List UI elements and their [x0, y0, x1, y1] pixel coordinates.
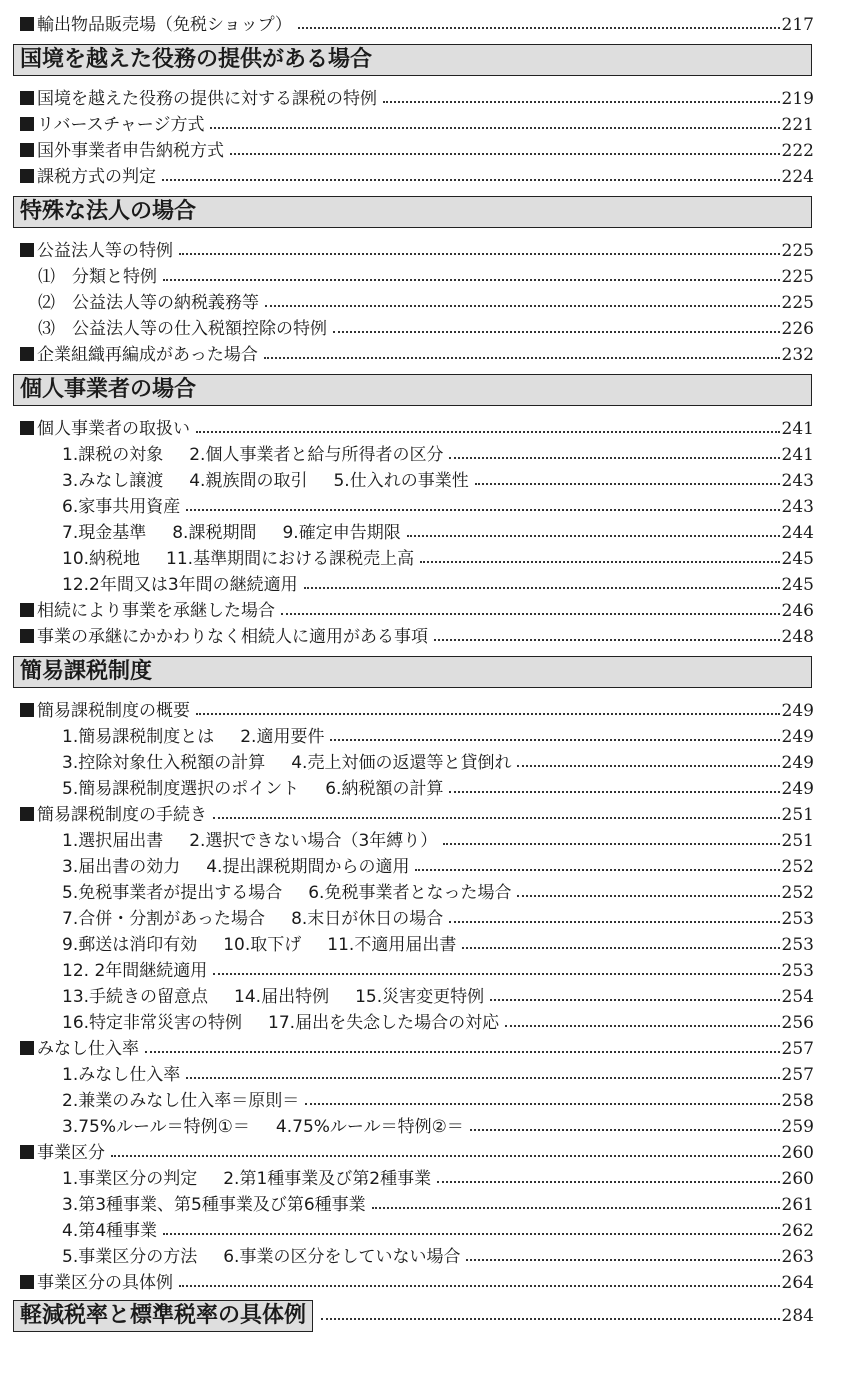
toc-entry-label [62, 442, 443, 468]
toc-entry-text: 相続により事業を承継した場合 [37, 601, 275, 621]
toc-entry-text: 2.適用要件 [240, 727, 325, 747]
toc-entry[interactable] [62, 572, 814, 598]
page-number: 221 [781, 115, 814, 135]
page-number: 251 [781, 805, 814, 825]
toc-entry-text: ⑴ 分類と特例 [38, 267, 157, 287]
dot-leader [407, 535, 780, 537]
toc-entry[interactable] [62, 828, 814, 854]
toc-entry[interactable] [20, 342, 814, 368]
toc-entry-text: 8.末日が休日の場合 [291, 909, 444, 929]
dot-leader [372, 1207, 780, 1209]
toc-entry-text: 17.届出を失念した場合の対応 [268, 1013, 500, 1033]
toc-entry[interactable] [62, 750, 814, 776]
toc-entry[interactable] [20, 1140, 814, 1166]
page-number: 252 [781, 883, 814, 903]
dot-leader [305, 1103, 779, 1105]
page-number: 253 [781, 935, 814, 955]
square-bullet-icon [20, 91, 34, 105]
dot-leader [517, 765, 779, 767]
toc-entry[interactable] [62, 854, 814, 880]
square-bullet-icon [20, 17, 34, 31]
dot-leader [475, 483, 780, 485]
toc-entry-text: 6.事業の区分をしていない場合 [223, 1247, 461, 1267]
toc-entry-label [20, 112, 204, 138]
toc-entry[interactable] [62, 1010, 814, 1036]
toc-entry-text: 課税方式の判定 [37, 167, 156, 187]
dot-leader [179, 253, 780, 255]
toc-entry-label [62, 1114, 464, 1140]
toc-entry-text: 2.第1種事業及び第2種事業 [223, 1169, 432, 1189]
toc-entry-text: 3.みなし譲渡 [62, 471, 164, 491]
toc-entry-text: 国境を越えた役務の提供に対する課税の特例 [37, 89, 377, 109]
square-bullet-icon [20, 143, 34, 157]
dot-leader [213, 973, 779, 975]
page-number: 249 [781, 727, 814, 747]
square-bullet-icon [20, 243, 34, 257]
page-number: 251 [781, 831, 814, 851]
toc-entry[interactable] [20, 802, 814, 828]
page-number: 248 [781, 627, 814, 647]
toc-entry-text: 1.みなし仕入率 [62, 1065, 181, 1085]
toc-entry[interactable] [62, 1192, 814, 1218]
page-number: 254 [781, 987, 814, 1007]
toc-entry-text: 12.2年間又は3年間の継続適用 [62, 575, 298, 595]
toc-entry-text: 4.親族間の取引 [189, 471, 308, 491]
toc-entry-text: 輸出物品販売場（免税ショップ） [37, 15, 292, 35]
toc-entry-label [20, 802, 207, 828]
dot-leader [443, 843, 779, 845]
toc-entry-text: 10.取下げ [223, 935, 302, 955]
toc-entry[interactable] [62, 932, 814, 958]
dot-leader [265, 305, 780, 307]
dot-leader [264, 357, 780, 359]
toc-entry-label [20, 1140, 105, 1166]
page-number: 217 [781, 15, 814, 35]
dot-leader [437, 1181, 779, 1183]
page-number: 257 [781, 1039, 814, 1059]
toc-entry-text: 簡易課税制度の概要 [37, 701, 190, 721]
dot-leader [330, 739, 779, 741]
square-bullet-icon [20, 169, 34, 183]
toc-entry-label [62, 520, 401, 546]
toc-entry-label [62, 572, 298, 598]
toc-entry-text: ⑵ 公益法人等の納税義務等 [38, 293, 259, 313]
page-number: 261 [781, 1195, 814, 1215]
toc-entry[interactable] [20, 698, 814, 724]
section-header: 特殊な法人の場合 [13, 196, 812, 228]
square-bullet-icon [20, 117, 34, 131]
toc-entry-label [62, 1062, 180, 1088]
toc-entry-text: 個人事業者の取扱い [37, 419, 190, 439]
section-header: 国境を越えた役務の提供がある場合 [13, 44, 812, 76]
toc-entry-text: 2.兼業のみなし仕入率＝原則＝ [62, 1091, 300, 1111]
dot-leader [163, 1233, 780, 1235]
section-header: 軽減税率と標準税率の具体例 [13, 1300, 313, 1332]
page-number: 243 [781, 497, 814, 517]
dot-leader [470, 1129, 780, 1131]
dot-leader [449, 791, 779, 793]
toc-entry-text: 事業区分 [37, 1143, 105, 1163]
dot-leader [466, 1259, 779, 1261]
toc-entry-label [38, 316, 327, 342]
page-number: 249 [781, 753, 814, 773]
toc-entry[interactable] [20, 138, 814, 164]
dot-leader [210, 127, 779, 129]
toc-entry-text: 16.特定非常災害の特例 [62, 1013, 243, 1033]
toc-entry[interactable] [62, 1088, 814, 1114]
toc-entry-text: 15.災害変更特例 [355, 987, 485, 1007]
toc-entry-label [20, 238, 173, 264]
dot-leader [449, 457, 779, 459]
toc-entry[interactable] [62, 1166, 814, 1192]
toc-entry-text: 7.現金基準 [62, 523, 147, 543]
square-bullet-icon [20, 1275, 34, 1289]
toc-entry-label [62, 1244, 460, 1270]
dot-leader [179, 1285, 780, 1287]
page-number: 243 [781, 471, 814, 491]
dot-leader [230, 153, 780, 155]
toc-entry-text: 4.提出課税期間からの適用 [206, 857, 410, 877]
toc-entry[interactable] [62, 880, 814, 906]
page-number: 284 [781, 1306, 814, 1326]
toc-entry-text: 5.仕入れの事業性 [333, 471, 469, 491]
toc-entry-text: 4.第4種事業 [62, 1221, 158, 1241]
section-header: 個人事業者の場合 [13, 374, 812, 406]
square-bullet-icon [20, 421, 34, 435]
page-number: 225 [781, 267, 814, 287]
toc-entry-text: 12. 2年間継続適用 [62, 961, 208, 981]
toc-entry[interactable] [62, 776, 814, 802]
toc-entry-text: 6.納税額の計算 [325, 779, 444, 799]
page-number: 252 [781, 857, 814, 877]
dot-leader [304, 587, 780, 589]
toc-entry[interactable] [62, 1114, 814, 1140]
dot-leader [196, 431, 780, 433]
toc-entry[interactable] [38, 264, 814, 290]
toc-entry-text: 11.不適用届出書 [327, 935, 457, 955]
page-number: 245 [781, 549, 814, 569]
toc-entry-text: 1.簡易課税制度とは [62, 727, 215, 747]
toc-entry[interactable] [20, 12, 814, 38]
toc-entry-text: ⑶ 公益法人等の仕入税額控除の特例 [38, 319, 327, 339]
page-number: 249 [781, 701, 814, 721]
toc-entry-text: 公益法人等の特例 [37, 241, 173, 261]
square-bullet-icon [20, 603, 34, 617]
dot-leader [186, 1077, 779, 1079]
square-bullet-icon [20, 629, 34, 643]
toc-entry[interactable] [62, 906, 814, 932]
toc-entry-text: リバースチャージ方式 [37, 115, 205, 135]
toc-entry-label [20, 86, 377, 112]
toc-entry-text: 3.第3種事業、第5種事業及び第6種事業 [62, 1195, 366, 1215]
toc-entry-text: 1.課税の対象 [62, 445, 164, 465]
toc-entry-text: 4.75%ルール＝特例②＝ [275, 1117, 464, 1137]
toc-entry-label [62, 828, 437, 854]
toc-entry-text: 国外事業者申告納税方式 [37, 141, 224, 161]
toc-entry-label [62, 468, 469, 494]
dot-leader [333, 331, 780, 333]
toc-entry-text: 6.家事共用資産 [62, 497, 181, 517]
dot-leader [415, 869, 779, 871]
square-bullet-icon [20, 1145, 34, 1159]
toc-entry[interactable] [38, 316, 814, 342]
toc-entry-label [62, 984, 484, 1010]
final-section-entry[interactable] [13, 1300, 814, 1332]
toc-entry[interactable] [62, 1218, 814, 1244]
dot-leader [298, 27, 780, 29]
page-number: 262 [781, 1221, 814, 1241]
toc-entry[interactable] [20, 624, 814, 650]
toc-entry-label [62, 932, 456, 958]
toc-entry-label [62, 906, 443, 932]
dot-leader [281, 613, 780, 615]
dot-leader [145, 1051, 780, 1053]
toc-entry-label [20, 1036, 139, 1062]
page-number: 226 [781, 319, 814, 339]
toc-entry-label [20, 164, 156, 190]
toc-entry-label [20, 416, 190, 442]
dot-leader [383, 101, 780, 103]
dot-leader [213, 817, 780, 819]
dot-leader [517, 895, 779, 897]
dot-leader [462, 947, 779, 949]
toc-entry-text: 簡易課税制度の手続き [37, 805, 207, 825]
toc-entry-label [62, 546, 414, 572]
toc-entry-label [62, 776, 443, 802]
page-number: 241 [781, 445, 814, 465]
page-number: 264 [781, 1273, 814, 1293]
toc-entry-text: みなし仕入率 [37, 1039, 139, 1059]
dot-leader [321, 1318, 780, 1320]
page-number: 219 [781, 89, 814, 109]
toc-entry-text: 9.確定申告期限 [282, 523, 401, 543]
toc-entry[interactable] [20, 1036, 814, 1062]
toc-entry[interactable] [20, 416, 814, 442]
dot-leader [111, 1155, 780, 1157]
toc-entry[interactable] [62, 468, 814, 494]
page-number: 258 [781, 1091, 814, 1111]
toc-entry-label [62, 1088, 299, 1114]
toc-entry[interactable] [62, 984, 814, 1010]
toc-entry-text: 6.免税事業者となった場合 [308, 883, 512, 903]
toc-entry[interactable] [20, 164, 814, 190]
toc-entry-label [38, 264, 157, 290]
toc-entry-label [20, 342, 258, 368]
toc-entry[interactable] [62, 1244, 814, 1270]
dot-leader [196, 713, 780, 715]
toc-entry-text: 7.合併・分割があった場合 [62, 909, 266, 929]
toc-entry-label [62, 958, 207, 984]
square-bullet-icon [20, 1041, 34, 1055]
toc-entry-text: 8.課税期間 [172, 523, 257, 543]
toc-entry[interactable] [62, 442, 814, 468]
toc-entry-text: 14.届出特例 [234, 987, 330, 1007]
toc-entry-label [20, 138, 224, 164]
page-number: 259 [781, 1117, 814, 1137]
toc-entry-label [62, 1192, 366, 1218]
toc-entry-text: 13.手続きの留意点 [62, 987, 209, 1007]
toc-entry[interactable] [20, 598, 814, 624]
toc-entry-text: 10.納税地 [62, 549, 141, 569]
toc-entry-label [38, 290, 259, 316]
section-header: 簡易課税制度 [13, 656, 812, 688]
toc-entry-text: 4.売上対価の返還等と貸倒れ [291, 753, 512, 773]
toc-entry[interactable] [62, 546, 814, 572]
toc-entry[interactable] [20, 112, 814, 138]
page-number: 245 [781, 575, 814, 595]
toc-entry-label [62, 1010, 499, 1036]
toc-entry-text: 11.基準期間における課税売上高 [166, 549, 415, 569]
square-bullet-icon [20, 703, 34, 717]
toc-entry-text: 企業組織再編成があった場合 [37, 345, 258, 365]
toc-entry-text: 3.控除対象仕入税額の計算 [62, 753, 266, 773]
toc-entry-label [62, 724, 324, 750]
toc-entry-text: 2.選択できない場合（3年縛り） [189, 831, 438, 851]
dot-leader [490, 999, 779, 1001]
toc-entry-text: 3.届出書の効力 [62, 857, 181, 877]
page-number: 222 [781, 141, 814, 161]
toc-entry[interactable] [62, 958, 814, 984]
toc-entry-label [62, 1218, 157, 1244]
page-number: 253 [781, 961, 814, 981]
toc-entry-text: 9.郵送は消印有効 [62, 935, 198, 955]
toc-entry-label [62, 854, 409, 880]
toc-entry[interactable] [62, 494, 814, 520]
toc-entry-label [62, 880, 511, 906]
toc-entry-label [20, 1270, 173, 1296]
toc-entry-text: 1.事業区分の判定 [62, 1169, 198, 1189]
toc-entry-text: 5.免税事業者が提出する場合 [62, 883, 283, 903]
page-number: 263 [781, 1247, 814, 1267]
toc-entry-label [20, 624, 428, 650]
page-number: 244 [781, 523, 814, 543]
toc-entry-text: 3.75%ルール＝特例①＝ [62, 1117, 250, 1137]
page-number: 225 [781, 293, 814, 313]
page-number: 225 [781, 241, 814, 261]
toc-entry-text: 1.選択届出書 [62, 831, 164, 851]
toc-entry[interactable] [20, 1270, 814, 1296]
toc-entry-label [62, 494, 180, 520]
dot-leader [162, 179, 780, 181]
toc-entry-label [20, 698, 190, 724]
page-number: 246 [781, 601, 814, 621]
dot-leader [163, 279, 780, 281]
toc-entry[interactable] [20, 86, 814, 112]
toc-entry[interactable] [38, 290, 814, 316]
page-number: 260 [781, 1143, 814, 1163]
page-number: 260 [781, 1169, 814, 1189]
dot-leader [434, 639, 780, 641]
dot-leader [505, 1025, 779, 1027]
toc-entry-label [20, 598, 275, 624]
toc-entry[interactable] [20, 238, 814, 264]
page-number: 256 [781, 1013, 814, 1033]
toc-entry-label [62, 750, 511, 776]
page-number: 257 [781, 1065, 814, 1085]
toc-entry[interactable] [62, 1062, 814, 1088]
toc-entry[interactable] [62, 724, 814, 750]
toc-entry-text: 事業区分の具体例 [37, 1273, 173, 1293]
toc-entry-text: 2.個人事業者と給与所得者の区分 [189, 445, 444, 465]
page-number: 241 [781, 419, 814, 439]
toc-entry-text: 5.事業区分の方法 [62, 1247, 198, 1267]
toc-entry[interactable] [62, 520, 814, 546]
toc-entry-text: 5.簡易課税制度選択のポイント [62, 779, 300, 799]
square-bullet-icon [20, 347, 34, 361]
square-bullet-icon [20, 807, 34, 821]
page-number: 249 [781, 779, 814, 799]
toc-entry-text: 事業の承継にかかわりなく相続人に適用がある事項 [37, 627, 428, 647]
toc-entry-label [62, 1166, 431, 1192]
page-number: 224 [781, 167, 814, 187]
dot-leader [420, 561, 779, 563]
page-number: 232 [781, 345, 814, 365]
dot-leader [186, 509, 779, 511]
toc-entry-label [20, 12, 292, 38]
page-number: 253 [781, 909, 814, 929]
dot-leader [449, 921, 779, 923]
